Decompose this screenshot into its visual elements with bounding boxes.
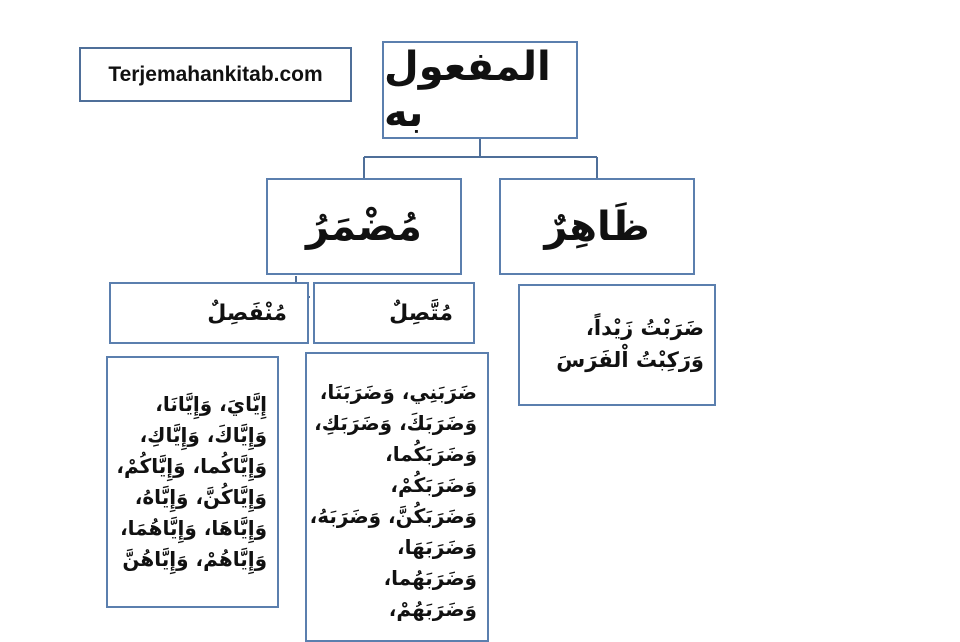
example-line: وَضَرَبَهَا، [396, 535, 477, 559]
node-muttasil-label: مُتَّصِلٌ [389, 300, 453, 326]
example-line: وَإِيَّاهَا، وَإِيَّاهُمَا، [120, 516, 267, 540]
node-mudmar [266, 178, 462, 275]
site-watermark-text: Terjemahankitab.com [108, 62, 323, 86]
example-line: وَضَرَبَكُما، [385, 442, 477, 466]
dhahir-examples-list [556, 312, 704, 376]
muttasil-examples-list [310, 377, 477, 625]
example-line: وَضَرَبَكَ، وَضَرَبَكِ، [314, 411, 477, 435]
example-line: وَضَرَبَهُما، [383, 566, 477, 590]
node-dhahir-label: ظَاهِرٌ [544, 203, 650, 250]
site-watermark-box [79, 47, 352, 102]
example-line: وَإِيَّاكَ، وَإِيَّاكِ، [139, 423, 267, 447]
example-line: وَرَكِبْتُ اْلفَرَسَ [556, 348, 704, 372]
node-mudmar-label: مُضْمَرُ [306, 203, 422, 250]
example-line: وَإِيَّاكُنَّ، وَإِيَّاهُ، [134, 485, 267, 509]
munfasil-examples-box [106, 356, 279, 608]
example-line: وَضَرَبَهُمْ، [388, 597, 477, 621]
node-dhahir [499, 178, 695, 275]
root-to-categories-connector [364, 139, 597, 178]
example-line: وَضَرَبَكُنَّ، وَضَرَبَهُ، [309, 504, 477, 528]
dhahir-examples-box [518, 284, 716, 406]
node-muttasil [313, 282, 475, 344]
example-line: ضَرَبْتُ زَيْداً، [585, 316, 704, 340]
root-node-label: المفعول به [384, 44, 551, 136]
munfasil-examples-list [116, 389, 267, 575]
muttasil-examples-box [305, 352, 489, 642]
example-line: وَإِيَّاهُمْ، وَإِيَّاهُنَّ [122, 547, 267, 571]
example-line: وَضَرَبَكُمْ، [390, 473, 477, 497]
example-line: وَإِيَّاكُما، وَإِيَّاكُمْ، [116, 454, 267, 478]
node-munfasil [109, 282, 309, 344]
example-line: إِيَّايَ، وَإِيَّانَا، [155, 392, 267, 416]
example-line: ضَرَبَنِي، وَضَرَبَنَا، [319, 380, 477, 404]
root-node-maful-bih [382, 41, 578, 139]
node-munfasil-label: مُنْفَصِلٌ [207, 300, 287, 326]
